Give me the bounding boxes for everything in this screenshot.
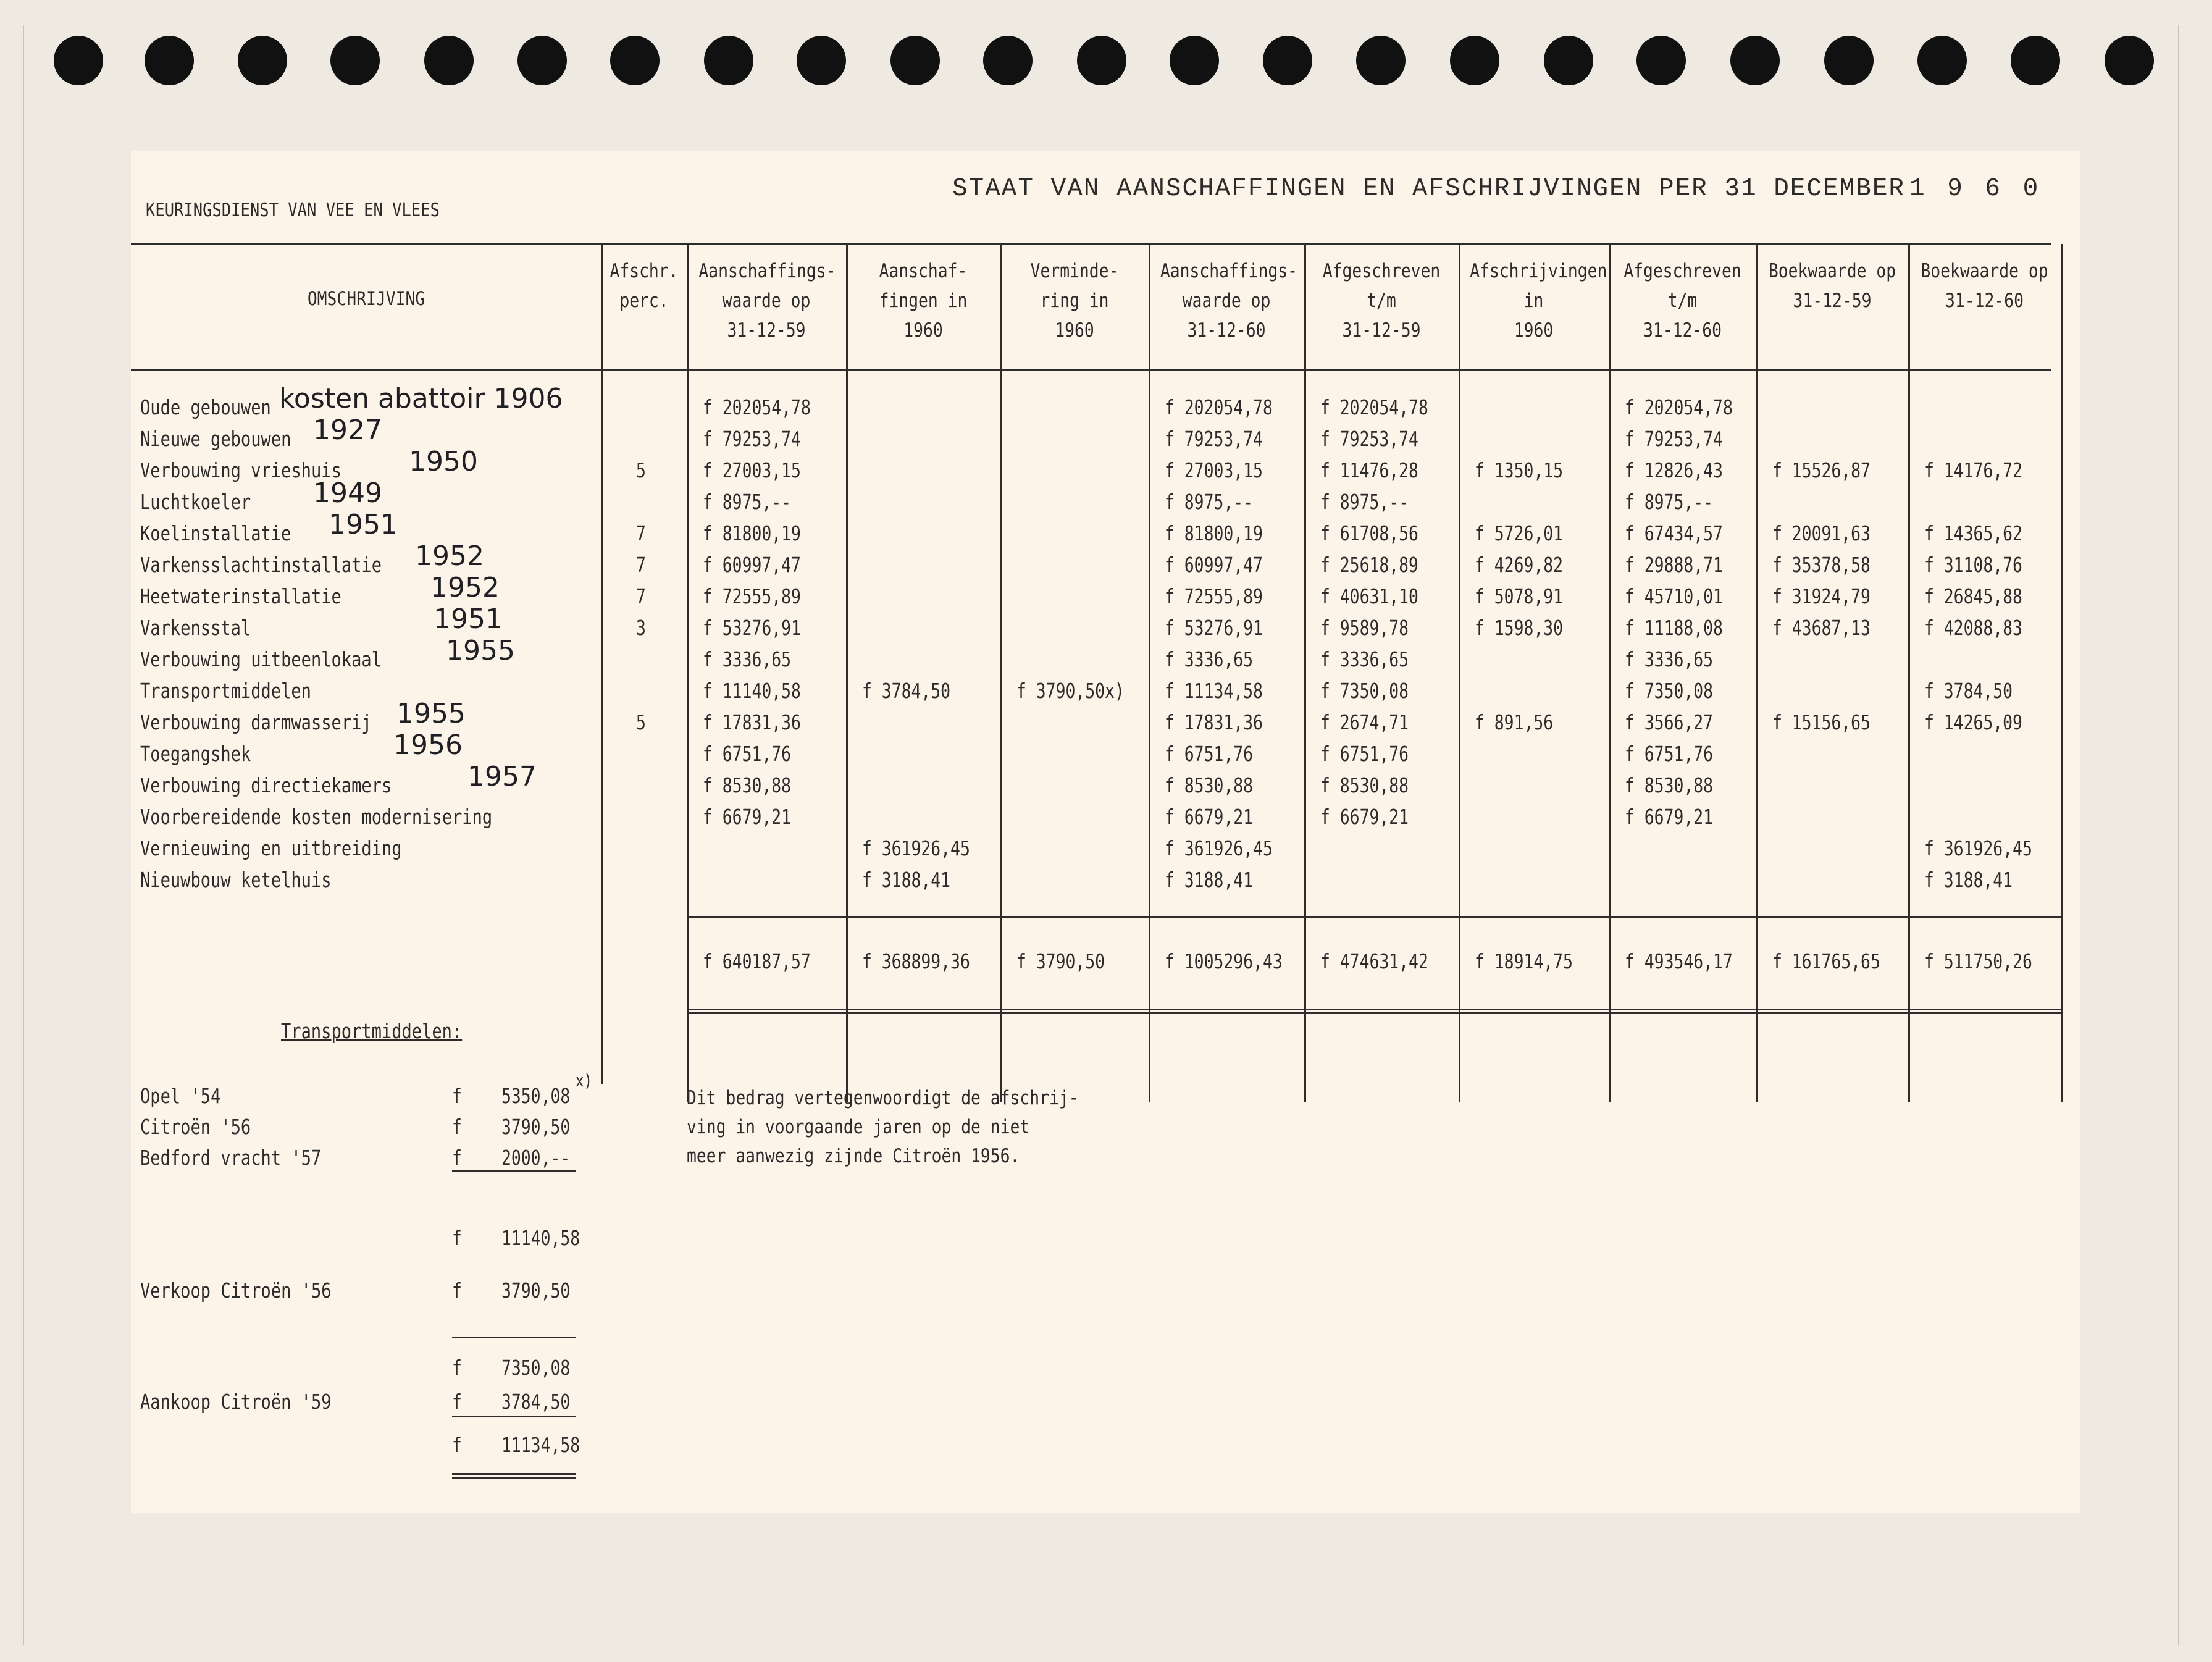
cell-afg60: f 67434,57	[1625, 521, 1723, 545]
col-divider	[1756, 244, 1758, 1102]
cell-bw59: f 20091,63	[1772, 521, 1871, 545]
transport-amount: 3790,50	[501, 1278, 571, 1303]
col-divider	[1000, 244, 1002, 1102]
cell-bw59: f 15156,65	[1772, 710, 1871, 734]
transport-amount: 11140,58	[501, 1226, 580, 1250]
transport-currency: f	[452, 1226, 462, 1250]
cell-verm: f 3790,50x)	[1016, 679, 1125, 703]
cell-bw60: f 26845,88	[1924, 584, 2022, 608]
handwritten-note: kosten abattoir 1906	[279, 383, 563, 414]
cell-afg60: f 11188,08	[1625, 616, 1723, 640]
cell-afg60: f 8530,88	[1625, 773, 1714, 797]
transport-currency: f	[452, 1356, 462, 1380]
cell-bw60: f 361926,45	[1924, 836, 2032, 860]
cell-afschr: 3	[636, 616, 646, 640]
row-description: Oude gebouwen	[140, 395, 271, 419]
row-description: Verbouwing vrieshuis	[140, 458, 341, 482]
cell-aw6012: f 79253,74	[1165, 427, 1263, 451]
cell-afschr: 5	[636, 458, 646, 482]
cell-bw59: f 43687,13	[1772, 616, 1871, 640]
cell-aw5912: f 53276,91	[703, 616, 801, 640]
total-rule	[687, 1012, 2063, 1014]
total-rule	[687, 1009, 2063, 1010]
col-divider	[1908, 244, 1910, 1102]
total-aw5912: f 640187,57	[703, 949, 811, 973]
cell-bw59: f 15526,87	[1772, 458, 1871, 482]
row-description: Nieuwbouw ketelhuis	[140, 868, 332, 892]
transport-currency: f	[452, 1278, 462, 1303]
cell-aans: f 361926,45	[862, 836, 970, 860]
document-year: 1 9 6 0	[1909, 175, 2042, 203]
cell-afg59: f 9589,78	[1320, 616, 1409, 640]
row-description: Luchtkoeler	[140, 490, 251, 514]
total-afg60: f 493546,17	[1625, 949, 1733, 973]
cell-bw60: f 3188,41	[1924, 868, 2013, 892]
transport-amount: 3790,50	[501, 1115, 571, 1139]
transport-amount: 11134,58	[501, 1433, 580, 1457]
total-afs60: f 18914,75	[1475, 949, 1573, 973]
column-header-afschr: Afschr. perc.	[610, 260, 679, 312]
transport-label: Verkoop Citroën '56	[140, 1278, 332, 1303]
cell-afg60: f 45710,01	[1625, 584, 1723, 608]
cell-afg59: f 61708,56	[1320, 521, 1418, 545]
table-header-rule	[131, 369, 2051, 371]
row-description: Toegangshek	[140, 742, 251, 766]
cell-afschr: 7	[636, 584, 646, 608]
cell-afg59: f 6751,76	[1320, 742, 1409, 766]
row-description: Vernieuwing en uitbreiding	[140, 836, 402, 860]
transport-total-rule	[452, 1477, 576, 1479]
cell-afg60: f 79253,74	[1625, 427, 1723, 451]
cell-aw6012: f 8530,88	[1165, 773, 1254, 797]
cell-aw6012: f 17831,36	[1165, 710, 1263, 734]
cell-afg59: f 202054,78	[1320, 395, 1428, 419]
cell-aw6012: f 8975,--	[1165, 490, 1254, 514]
cell-aw6012: f 6679,21	[1165, 805, 1254, 829]
cell-afg60: f 6751,76	[1625, 742, 1714, 766]
cell-aw5912: f 72555,89	[703, 584, 801, 608]
cell-aw6012: f 60997,47	[1165, 553, 1263, 577]
transport-amount: 7350,08	[501, 1356, 571, 1380]
cell-afg60: f 7350,08	[1625, 679, 1714, 703]
cell-afg59: f 79253,74	[1320, 427, 1418, 451]
table-top-rule	[131, 243, 2051, 245]
handwritten-note: 1949	[313, 477, 382, 509]
cell-aw5912: f 27003,15	[703, 458, 801, 482]
transport-label: Aankoop Citroën '59	[140, 1390, 332, 1414]
row-description: Transportmiddelen	[140, 679, 311, 703]
col-divider	[1609, 244, 1611, 1102]
cell-afg60: f 6679,21	[1625, 805, 1714, 829]
column-header-omschrijving: OMSCHRIJVING	[307, 288, 425, 310]
transport-heading: Transportmiddelen:	[281, 1019, 463, 1043]
cell-aw6012: f 11134,58	[1165, 679, 1263, 703]
transport-label: Citroën '56	[140, 1115, 251, 1139]
transport-label: Bedford vracht '57	[140, 1146, 322, 1170]
cell-aw5912: f 8530,88	[703, 773, 792, 797]
transport-currency: f	[452, 1084, 462, 1108]
cell-afg59: f 40631,10	[1320, 584, 1418, 608]
handwritten-note: 1950	[409, 446, 478, 477]
cell-aw5912: f 11140,58	[703, 679, 801, 703]
cell-aw6012: f 27003,15	[1165, 458, 1263, 482]
row-description: Verbouwing darmwasserij	[140, 710, 372, 734]
handwritten-note: 1957	[467, 761, 537, 792]
cell-aw5912: f 6679,21	[703, 805, 792, 829]
total-aw6012: f 1005296,43	[1165, 949, 1283, 973]
handwritten-note: 1955	[446, 635, 515, 666]
cell-afg59: f 25618,89	[1320, 553, 1418, 577]
row-description: Verbouwing uitbeenlokaal	[140, 647, 382, 671]
cell-bw60: f 14365,62	[1924, 521, 2022, 545]
cell-afschr: 5	[636, 710, 646, 734]
cell-aw6012: f 6751,76	[1165, 742, 1254, 766]
column-header-bw60: Boekwaarde op 31-12-60	[1921, 260, 2048, 312]
office-name: KEURINGSDIENST VAN VEE EN VLEES	[146, 199, 440, 221]
column-header-afs60: Afschrijvingen in 1960	[1470, 260, 1607, 342]
cell-afs60: f 891,56	[1475, 710, 1554, 734]
transport-mark: x)	[576, 1070, 592, 1091]
handwritten-note: 1951	[329, 509, 398, 540]
cell-afg60: f 8975,--	[1625, 490, 1714, 514]
cell-afg60: f 29888,71	[1625, 553, 1723, 577]
cell-aw6012: f 361926,45	[1165, 836, 1273, 860]
transport-currency: f	[452, 1115, 462, 1139]
transport-currency: f	[452, 1433, 462, 1457]
total-aans: f 368899,36	[862, 949, 970, 973]
col-divider	[1459, 244, 1460, 1102]
cell-aw6012: f 53276,91	[1165, 616, 1263, 640]
cell-aw5912: f 17831,36	[703, 710, 801, 734]
column-header-afg60: Afgeschreven t/m 31-12-60	[1623, 260, 1741, 342]
col-divider	[1149, 244, 1150, 1102]
row-description: Heetwaterinstallatie	[140, 584, 341, 608]
total-bw60: f 511750,26	[1924, 949, 2032, 973]
column-header-bw59: Boekwaarde op 31-12-59	[1768, 260, 1896, 312]
total-bw59: f 161765,65	[1772, 949, 1880, 973]
cell-afg60: f 3336,65	[1625, 647, 1714, 671]
cell-aw5912: f 3336,65	[703, 647, 792, 671]
cell-bw60: f 42088,83	[1924, 616, 2022, 640]
cell-aw5912: f 81800,19	[703, 521, 801, 545]
cell-aw5912: f 202054,78	[703, 395, 811, 419]
transport-total-rule	[452, 1473, 576, 1475]
cell-afs60: f 1598,30	[1475, 616, 1564, 640]
cell-aans: f 3784,50	[862, 679, 951, 703]
column-header-verm: Verminde- ring in 1960	[1030, 260, 1119, 342]
cell-afg60: f 3566,27	[1625, 710, 1714, 734]
cell-aw6012: f 202054,78	[1165, 395, 1273, 419]
cell-aw5912: f 8975,--	[703, 490, 792, 514]
handwritten-note: 1956	[393, 729, 463, 761]
footnote: Dit bedrag vertegenwoordigt de afschrij- ving in voorgaande jaren op de niet meer aanwezig zijnde Citroën 1956.	[687, 1087, 1079, 1167]
cell-aw5912: f 60997,47	[703, 553, 801, 577]
cell-afg59: f 11476,28	[1320, 458, 1418, 482]
cell-bw60: f 14265,09	[1924, 710, 2022, 734]
row-description: Verbouwing directiekamers	[140, 773, 392, 797]
col-divider	[846, 244, 848, 1102]
cell-afg59: f 8975,--	[1320, 490, 1409, 514]
cell-aw6012: f 3188,41	[1165, 868, 1254, 892]
col-divider	[601, 244, 603, 1084]
handwritten-note: 1951	[434, 603, 503, 635]
col-divider	[1304, 244, 1306, 1102]
total-afg59: f 474631,42	[1320, 949, 1428, 973]
handwritten-note: 1952	[430, 572, 500, 603]
cell-afs60: f 5078,91	[1475, 584, 1564, 608]
row-description: Varkensstal	[140, 616, 251, 640]
transport-label: Opel '54	[140, 1084, 221, 1108]
transport-rule	[452, 1416, 576, 1417]
cell-aw6012: f 3336,65	[1165, 647, 1254, 671]
cell-afs60: f 5726,01	[1475, 521, 1564, 545]
cell-afs60: f 1350,15	[1475, 458, 1564, 482]
row-description: Varkensslachtinstallatie	[140, 553, 382, 577]
handwritten-note: 1952	[415, 540, 484, 572]
total-verm: f 3790,50	[1016, 949, 1105, 973]
cell-aw6012: f 81800,19	[1165, 521, 1263, 545]
cell-afg59: f 7350,08	[1320, 679, 1409, 703]
row-description: Koelinstallatie	[140, 521, 291, 545]
cell-bw60: f 14176,72	[1924, 458, 2022, 482]
transport-amount: 3784,50	[501, 1390, 571, 1414]
handwritten-note: 1955	[396, 698, 466, 729]
transport-currency: f	[452, 1390, 462, 1414]
cell-afg59: f 2674,71	[1320, 710, 1409, 734]
cell-aw5912: f 79253,74	[703, 427, 801, 451]
transport-amount: 2000,--	[501, 1146, 571, 1170]
document-title: STAAT VAN AANSCHAFFINGEN EN AFSCHRIJVINGEN PER 31 DECEMBER	[952, 175, 1906, 203]
transport-rule	[452, 1170, 576, 1172]
col-divider	[687, 244, 689, 1102]
cell-afg59: f 8530,88	[1320, 773, 1409, 797]
transport-amount: 5350,08	[501, 1084, 571, 1108]
cell-afschr: 7	[636, 553, 646, 577]
row-description: Nieuwe gebouwen	[140, 427, 291, 451]
cell-afg59: f 6679,21	[1320, 805, 1409, 829]
cell-aans: f 3188,41	[862, 868, 951, 892]
cell-afs60: f 4269,82	[1475, 553, 1564, 577]
cell-afg60: f 202054,78	[1625, 395, 1733, 419]
transport-rule	[452, 1337, 576, 1338]
column-header-aw5912: Aanschaffings- waarde op 31-12-59	[698, 260, 836, 342]
column-header-afg59: Afgeschreven t/m 31-12-59	[1322, 260, 1441, 342]
column-header-aw6012: Aanschaffings- waarde op 31-12-60	[1160, 260, 1298, 342]
cell-afg60: f 12826,43	[1625, 458, 1723, 482]
document-sheet	[131, 151, 2080, 1513]
row-description: Voorbereidende kosten modernisering	[140, 805, 493, 829]
cell-afg59: f 3336,65	[1320, 647, 1409, 671]
col-divider	[2061, 244, 2063, 1102]
subtotal-rule	[687, 916, 2063, 918]
cell-bw60: f 3784,50	[1924, 679, 2013, 703]
cell-bw60: f 31108,76	[1924, 553, 2022, 577]
column-header-aans: Aanschaf- fingen in 1960	[879, 260, 968, 342]
cell-aw5912: f 6751,76	[703, 742, 792, 766]
cell-aw6012: f 72555,89	[1165, 584, 1263, 608]
cell-afschr: 7	[636, 521, 646, 545]
handwritten-note: 1927	[313, 414, 382, 446]
transport-currency: f	[452, 1146, 462, 1170]
cell-bw59: f 35378,58	[1772, 553, 1871, 577]
cell-bw59: f 31924,79	[1772, 584, 1871, 608]
